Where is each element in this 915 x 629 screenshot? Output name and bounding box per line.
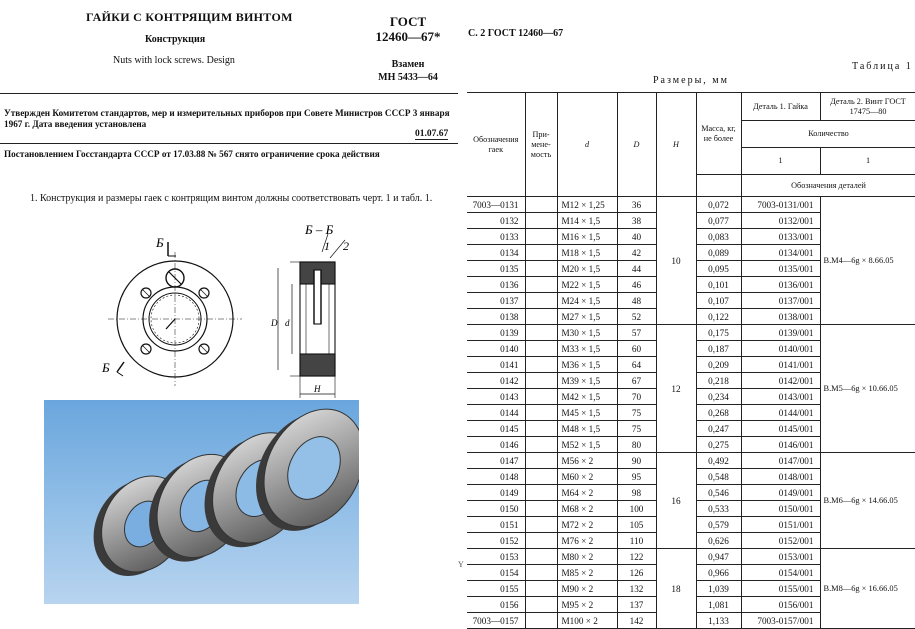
header-detail2: Деталь 2. Винт ГОСТ 17475—80 [820,93,915,121]
row-applicability [525,485,557,501]
row-thread: М12 × 1,25 [557,197,617,213]
row-outer-diameter: 46 [617,277,656,293]
row-code: 0142 [467,373,525,389]
subtitle-russian: Конструкция [145,34,206,45]
row-applicability [525,293,557,309]
row-code: 0147 [467,453,525,469]
header-detail-designations: Обозначения деталей [741,175,915,197]
row-applicability [525,597,557,613]
row-outer-diameter: 42 [617,245,656,261]
subtitle-english: Nuts with lock screws. Design [113,55,235,66]
dimension-label-d: d [285,318,290,328]
row-code: 0155 [467,581,525,597]
row-outer-diameter: 48 [617,293,656,309]
header-applicability: При-мене-мость [525,93,557,197]
technical-drawing [100,222,370,400]
nut-front-view [108,242,242,386]
row-mass: 0,548 [696,469,741,485]
row-code: 0145 [467,421,525,437]
row-mass: 0,072 [696,197,741,213]
row-part-designation: 0152/001 [741,533,820,549]
row-applicability [525,309,557,325]
row-thread: М24 × 1,5 [557,293,617,309]
row-thread: М95 × 2 [557,597,617,613]
row-thread: М36 × 1,5 [557,357,617,373]
row-thread: М60 × 2 [557,469,617,485]
row-outer-diameter: 67 [617,373,656,389]
row-applicability [525,613,557,629]
row-outer-diameter: 105 [617,517,656,533]
row-thread: М56 × 2 [557,453,617,469]
group-height: 16 [656,453,696,549]
row-outer-diameter: 98 [617,485,656,501]
row-mass: 0,083 [696,229,741,245]
row-outer-diameter: 75 [617,421,656,437]
row-thread: М14 × 1,5 [557,213,617,229]
gost-number: 12460—67* [375,29,441,44]
row-applicability [525,549,557,565]
row-code: 0149 [467,485,525,501]
row-part-designation: 0150/001 [741,501,820,517]
row-mass: 0,579 [696,517,741,533]
header-detail1: Деталь 1. Гайка [741,93,820,121]
row-thread: М18 × 1,5 [557,245,617,261]
group-screw-designation: В.М4—6g × 8.66.05 [820,197,915,325]
row-code: 0152 [467,533,525,549]
table-row [467,197,915,213]
row-thread: М76 × 2 [557,533,617,549]
row-mass: 0,107 [696,293,741,309]
row-mass: 0,218 [696,373,741,389]
nuts-3d-illustration [44,400,359,604]
row-outer-diameter: 52 [617,309,656,325]
row-code: 0135 [467,261,525,277]
section-label-b: Б [156,235,164,250]
axis-mark: Y [458,560,464,569]
nut-section-view [278,234,345,398]
row-mass: 0,122 [696,309,741,325]
row-applicability [525,245,557,261]
row-mass: 1,039 [696,581,741,597]
row-applicability [525,405,557,421]
replaces-number: МН 5433—64 [378,72,438,83]
row-mass: 0,101 [696,277,741,293]
row-thread: М20 × 1,5 [557,261,617,277]
decree-text: Постановлением Госстандарта СССР от 17.03.88 № 567 снято ограничение срока действия [4,149,380,159]
row-mass: 0,247 [696,421,741,437]
row-applicability [525,437,557,453]
row-mass: 1,081 [696,597,741,613]
row-outer-diameter: 132 [617,581,656,597]
row-part-designation: 0133/001 [741,229,820,245]
row-part-designation: 0137/001 [741,293,820,309]
row-applicability [525,197,557,213]
row-thread: М52 × 1,5 [557,437,617,453]
row-mass: 0,492 [696,453,741,469]
row-mass: 0,077 [696,213,741,229]
row-outer-diameter: 90 [617,453,656,469]
left-page [0,0,458,604]
row-part-designation: 0155/001 [741,581,820,597]
row-mass: 0,175 [696,325,741,341]
table-row [467,325,915,341]
row-outer-diameter: 95 [617,469,656,485]
row-applicability [525,277,557,293]
replaces-block [362,58,454,84]
row-thread: М27 × 1,5 [557,309,617,325]
row-code: 0146 [467,437,525,453]
row-part-designation: 0139/001 [741,325,820,341]
row-code: 0136 [467,277,525,293]
approval-text: Утвержден Комитетом стандартов, мер и измерительных приборов при Совете Министров СССР 3 января 1967 г. Дата введения установлена [4,108,450,129]
row-mass: 0,234 [696,389,741,405]
row-part-designation: 0132/001 [741,213,820,229]
row-thread: М45 × 1,5 [557,405,617,421]
row-part-designation: 0148/001 [741,469,820,485]
row-outer-diameter: 57 [617,325,656,341]
row-applicability [525,373,557,389]
group-height: 18 [656,549,696,629]
leader-label-1: 1 [324,239,330,253]
header-designation: Обозначения гаек [467,93,525,197]
gost-label: ГОСТ [389,14,427,29]
row-code: 0156 [467,597,525,613]
row-outer-diameter: 64 [617,357,656,373]
row-applicability [525,581,557,597]
row-code: 0144 [467,405,525,421]
row-part-designation: 7003-0131/001 [741,197,820,213]
row-thread: М30 × 1,5 [557,325,617,341]
row-code: 0148 [467,469,525,485]
document-title: ГАЙКИ С КОНТРЯЩИМ ВИНТОМ [86,10,293,24]
row-applicability [525,565,557,581]
row-applicability [525,469,557,485]
row-part-designation: 0147/001 [741,453,820,469]
row-mass: 0,187 [696,341,741,357]
row-code: 0154 [467,565,525,581]
header-mass-blank [696,175,741,197]
group-screw-designation: В.М8—6g × 16.66.05 [820,549,915,629]
row-applicability [525,357,557,373]
row-outer-diameter: 142 [617,613,656,629]
table-label: Таблица 1 [852,61,913,72]
group-screw-designation: В.М6—6g × 14.66.05 [820,453,915,549]
row-outer-diameter: 80 [617,437,656,453]
row-outer-diameter: 122 [617,549,656,565]
row-outer-diameter: 75 [617,405,656,421]
header-d: d [557,93,617,197]
row-code: 7003—0157 [467,613,525,629]
row-part-designation: 0153/001 [741,549,820,565]
row-code: 0151 [467,517,525,533]
row-part-designation: 0145/001 [741,421,820,437]
group-screw-designation: В.М5—6g × 10.66.05 [820,325,915,453]
row-thread: М90 × 2 [557,581,617,597]
row-thread: М16 × 1,5 [557,229,617,245]
row-part-designation: 0140/001 [741,341,820,357]
row-thread: М68 × 2 [557,501,617,517]
row-mass: 0,626 [696,533,741,549]
row-mass: 0,533 [696,501,741,517]
row-code: 0143 [467,389,525,405]
row-mass: 0,089 [696,245,741,261]
row-outer-diameter: 126 [617,565,656,581]
row-part-designation: 0142/001 [741,373,820,389]
replaces-label: Взамен [391,59,425,70]
row-code: 0137 [467,293,525,309]
row-part-designation: 0143/001 [741,389,820,405]
row-code: 0153 [467,549,525,565]
row-part-designation: 0151/001 [741,517,820,533]
row-part-designation: 7003-0157/001 [741,613,820,629]
row-part-designation: 0135/001 [741,261,820,277]
row-mass: 0,275 [696,437,741,453]
dimensions-table-body [467,197,915,629]
row-mass: 1,133 [696,613,741,629]
row-code: 7003—0131 [467,197,525,213]
row-outer-diameter: 110 [617,533,656,549]
row-part-designation: 0149/001 [741,485,820,501]
row-thread: М22 × 1,5 [557,277,617,293]
row-mass: 0,947 [696,549,741,565]
section-label-b-lower: Б [102,360,110,375]
row-applicability [525,533,557,549]
row-thread: М48 × 1,5 [557,421,617,437]
clause-1: 1. Конструкция и размеры гаек с контрящим винтом должны соответствовать черт. 1 и табл. 1. [30,193,433,204]
divider [0,143,458,144]
row-thread: М80 × 2 [557,549,617,565]
leader-label-2: 2 [343,239,349,253]
row-code: 0141 [467,357,525,373]
row-mass: 0,209 [696,357,741,373]
row-outer-diameter: 38 [617,213,656,229]
row-applicability [525,341,557,357]
row-part-designation: 0136/001 [741,277,820,293]
effective-date: 01.07.67 [415,129,449,139]
row-code: 0133 [467,229,525,245]
row-mass: 0,546 [696,485,741,501]
row-outer-diameter: 36 [617,197,656,213]
group-height: 12 [656,325,696,453]
row-part-designation: 0141/001 [741,357,820,373]
gost-block [360,14,456,44]
dimension-label-D: D [271,318,278,328]
row-applicability [525,213,557,229]
row-applicability [525,229,557,245]
row-thread: М64 × 2 [557,485,617,501]
row-code: 0132 [467,213,525,229]
row-code: 0138 [467,309,525,325]
row-outer-diameter: 100 [617,501,656,517]
row-mass: 0,268 [696,405,741,421]
row-applicability [525,389,557,405]
row-outer-diameter: 40 [617,229,656,245]
row-part-designation: 0134/001 [741,245,820,261]
row-code: 0139 [467,325,525,341]
row-code: 0134 [467,245,525,261]
header-qty-2: 1 [820,148,915,175]
row-thread: М100 × 2 [557,613,617,629]
row-part-designation: 0146/001 [741,437,820,453]
right-page [458,0,915,626]
group-height: 10 [656,197,696,325]
sizes-label: Размеры, мм [653,75,729,86]
table-row [467,549,915,565]
row-thread: М39 × 1,5 [557,373,617,389]
row-outer-diameter: 137 [617,597,656,613]
divider [0,93,458,94]
row-thread: М42 × 1,5 [557,389,617,405]
row-applicability [525,261,557,277]
row-applicability [525,501,557,517]
header-mass: Масса, кг, не более [696,93,741,175]
table-row [467,453,915,469]
page-header: С. 2 ГОСТ 12460—67 [468,28,564,39]
row-part-designation: 0138/001 [741,309,820,325]
row-code: 0140 [467,341,525,357]
row-mass: 0,966 [696,565,741,581]
row-code: 0150 [467,501,525,517]
row-part-designation: 0156/001 [741,597,820,613]
row-applicability [525,453,557,469]
row-outer-diameter: 70 [617,389,656,405]
row-outer-diameter: 60 [617,341,656,357]
header-quantity: Количество [741,121,915,148]
row-thread: М33 × 1,5 [557,341,617,357]
row-applicability [525,325,557,341]
header-H: H [656,93,696,197]
section-label-bb: Б – Б [305,222,334,237]
row-mass: 0,095 [696,261,741,277]
row-applicability [525,517,557,533]
dimension-label-H: H [314,384,321,394]
row-part-designation: 0154/001 [741,565,820,581]
dimensions-table [467,92,915,629]
header-qty-1: 1 [741,148,820,175]
row-thread: М85 × 2 [557,565,617,581]
header-D: D [617,93,656,197]
row-outer-diameter: 44 [617,261,656,277]
row-applicability [525,421,557,437]
row-part-designation: 0144/001 [741,405,820,421]
row-thread: М72 × 2 [557,517,617,533]
nut-render-image [44,400,359,604]
